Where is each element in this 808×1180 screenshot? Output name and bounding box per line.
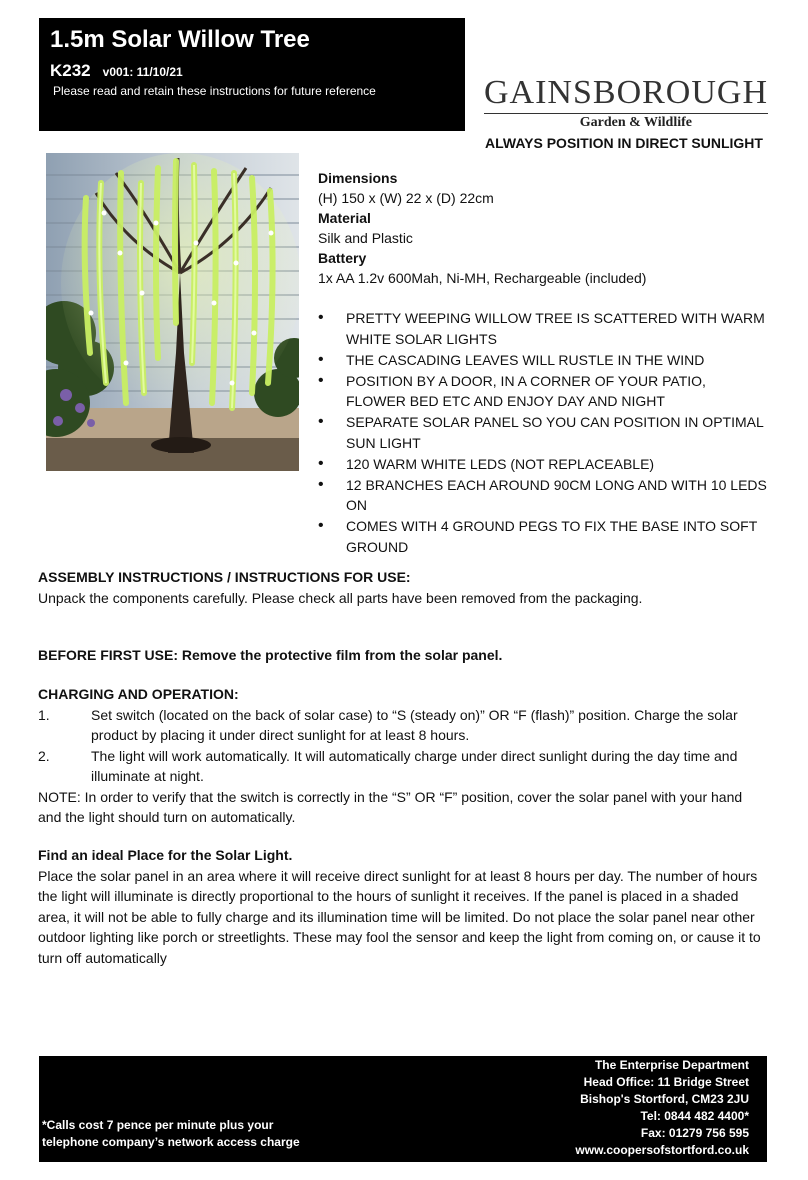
- brand-name: GAINSBOROUGH: [484, 74, 769, 111]
- charging-step: [38, 746, 768, 787]
- step-number: 1.: [38, 706, 50, 723]
- battery-label: Battery: [318, 250, 367, 266]
- head-office: Head Office: 11 Bridge Street: [583, 1075, 749, 1089]
- assembly-heading: ASSEMBLY INSTRUCTIONS / INSTRUCTIONS FOR USE:: [38, 569, 411, 585]
- department: The Enterprise Department: [594, 1058, 749, 1072]
- step-number: 2.: [38, 747, 50, 764]
- feature-item: • 120 WARM WHITE LEDS (NOT REPLACEABLE): [318, 454, 768, 475]
- material-label: Material: [318, 210, 371, 226]
- call-cost-line: *Calls cost 7 pence per minute plus your: [42, 1118, 274, 1132]
- call-cost-line: telephone company’s network access charge: [42, 1135, 300, 1149]
- brand-subtitle: Garden & Wildlife: [579, 115, 692, 130]
- charging-heading: CHARGING AND OPERATION:: [38, 686, 239, 702]
- before-first-use: BEFORE FIRST USE: Remove the protective film from the solar panel.: [38, 647, 503, 663]
- assembly-section: [38, 567, 768, 608]
- charging-step: [38, 705, 768, 746]
- fax: Fax: 01279 756 595: [640, 1126, 749, 1140]
- assembly-text: Unpack the components carefully. Please check all parts have been removed from the packaging.: [38, 589, 643, 606]
- feature-item: • POSITION BY A DOOR, IN A CORNER OF YOUR PATIO, FLOWER BED ETC AND ENJOY DAY AND NIGHT: [318, 371, 768, 412]
- website-link[interactable]: www.coopersofstortford.co.uk: [575, 1143, 749, 1157]
- material-value: Silk and Plastic: [318, 230, 413, 246]
- step-text: The light will work automatically. It will automatically charge under direct sunlight during the day time and illuminate at night.: [91, 747, 738, 784]
- version-date: v001: 11/10/21: [102, 65, 183, 79]
- feature-item: • 12 BRANCHES EACH AROUND 90CM LONG AND WITH 10 LEDS ON: [318, 475, 768, 516]
- feature-item: • SEPARATE SOLAR PANEL SO YOU CAN POSITION IN OPTIMAL SUN LIGHT: [318, 412, 768, 453]
- dimensions-value: (H) 150 x (W) 22 x (D) 22cm: [318, 190, 494, 206]
- charging-note: NOTE: In order to verify that the switch is correctly in the “S” OR “F” position, cover the solar panel with your hand and the light should turn on automatically.: [38, 788, 743, 825]
- spec-block: [318, 168, 778, 288]
- brand-logo: [484, 76, 768, 131]
- placement-section: [38, 845, 768, 968]
- product-title: 1.5m Solar Willow Tree: [50, 26, 310, 53]
- feature-item: • COMES WITH 4 GROUND PEGS TO FIX THE BASE INTO SOFT GROUND: [318, 516, 768, 557]
- header-banner: [39, 18, 465, 131]
- step-text: Set switch (located on the back of solar case) to “S (steady on)” OR “F (flash)” position. Charge the solar product by placing it under direct sunlight for at least 8 hours.: [91, 706, 738, 743]
- charging-section: [38, 684, 768, 828]
- placement-heading: Find an ideal Place for the Solar Light.: [38, 847, 293, 863]
- brand-divider: [484, 113, 768, 114]
- retain-note: Please read and retain these instructions for future reference: [53, 84, 376, 98]
- sunlight-tagline: ALWAYS POSITION IN DIRECT SUNLIGHT: [485, 135, 763, 151]
- feature-item: • PRETTY WEEPING WILLOW TREE IS SCATTERED WITH WARM WHITE SOLAR LIGHTS: [318, 308, 768, 349]
- footer-banner: [39, 1056, 767, 1162]
- call-cost-note: [42, 1117, 342, 1151]
- battery-value: 1x AA 1.2v 600Mah, Ni-MH, Rechargeable (included): [318, 270, 647, 286]
- dimensions-label: Dimensions: [318, 170, 398, 186]
- code-line: [50, 61, 183, 81]
- product-photo: [46, 153, 299, 471]
- feature-item: • THE CASCADING LEAVES WILL RUSTLE IN THE WIND: [318, 350, 768, 371]
- placement-text: Place the solar panel in an area where it will receive direct sunlight for at least 8 hours per day. The number of hours the light will illuminate is directly proportional to the hours of sunlight it receives. If the panel is placed in a shaded area, it will not be able to fully charge and its illumination time will be limited. Do not place the solar panel near other outdoor lighting like porch or streetlights. These may fool the sensor and keep the light from coming on, or cause it to turn off automatically: [38, 867, 761, 966]
- feature-list: [318, 308, 768, 558]
- contact-block: [575, 1057, 749, 1159]
- product-code: K232: [50, 61, 91, 80]
- telephone: Tel: 0844 482 4400*: [640, 1109, 749, 1123]
- town: Bishop's Stortford, CM23 2JU: [580, 1092, 749, 1106]
